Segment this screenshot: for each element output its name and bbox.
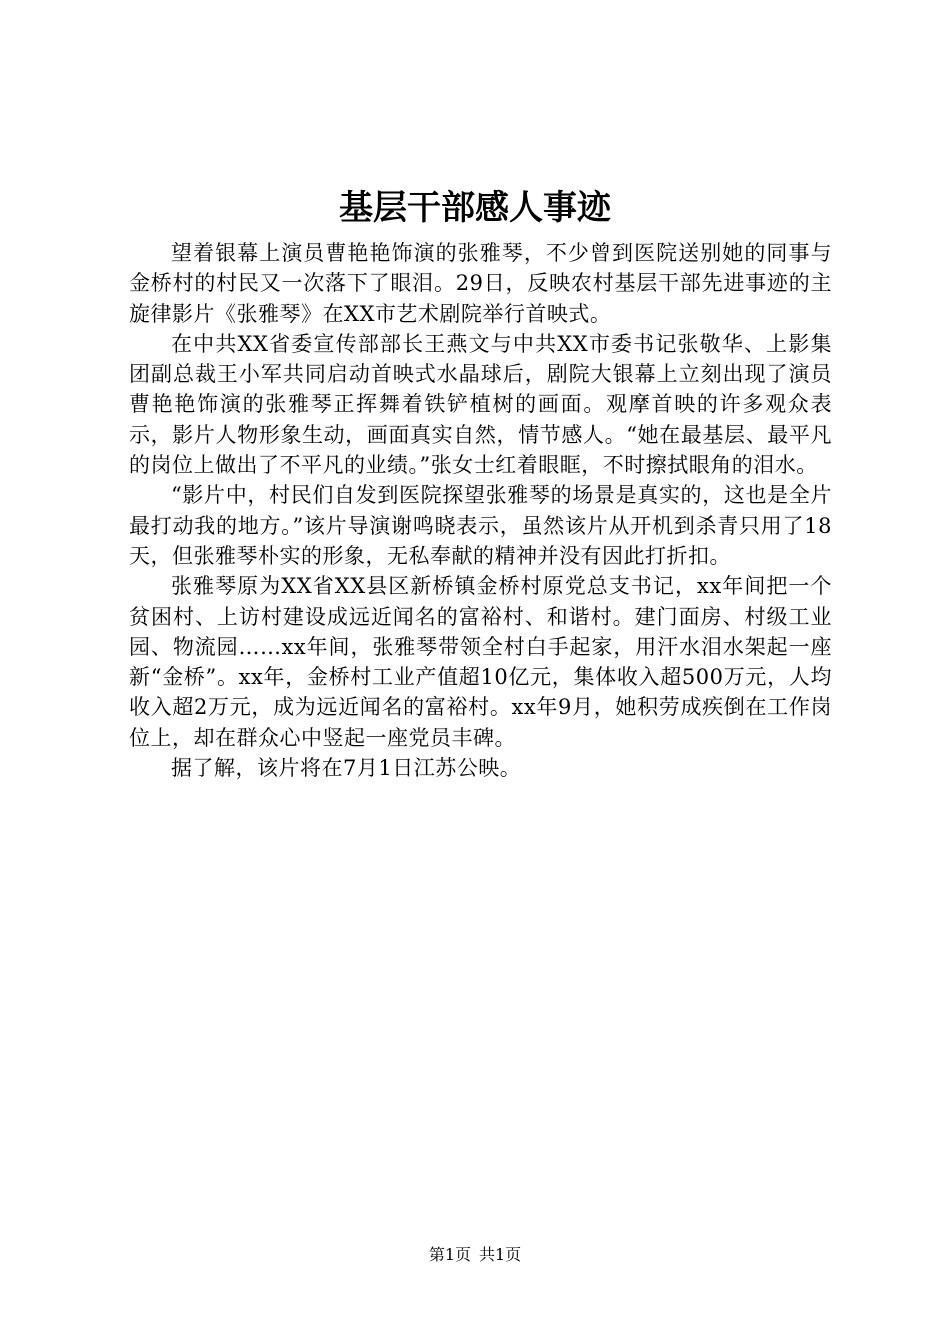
document-title: 基层干部感人事迹 (339, 188, 611, 228)
paragraph-1: 望着银幕上演员曹艳艳饰演的张雅琴，不少曾到医院送别她的同事与金桥村的村民又一次落下了眼泪。29日，反映农村基层干部先进事迹的主旋律影片《张雅琴》在XX市艺术剧院举行首映式。 (129, 241, 832, 326)
page-total: 共1页 (479, 1245, 522, 1264)
paragraph-4: 张雅琴原为XX省XX县区新桥镇金桥村原党总支书记，xx年间把一个贫困村、上访村建设成远近闻名的富裕村、和谐村。建门面房、村级工业园、物流园……xx年间，张雅琴带领全村白手起家，用汗水泪水架起一座新“金桥”。xx年，金桥村工业产值超10亿元，集体收入超500万元，人均收入超2万元，成为远近闻名的富裕村。xx年9月，她积劳成疾倒在工作岗位上，却在群众心中竖起一座党员丰碑。 (129, 574, 832, 750)
page-footer (0, 1244, 950, 1266)
paragraph-5: 据了解，该片将在7月1日江苏公映。 (171, 756, 522, 781)
paragraph-3: “影片中，村民们自发到医院探望张雅琴的场景是真实的，这也是全片最打动我的地方。”该片导演谢鸣晓表示，虽然该片从开机到杀青只用了18天，但张雅琴朴实的形象，无私奉献的精神并没有因此打折扣。 (129, 483, 832, 568)
paragraph-2: 在中共XX省委宣传部部长王燕文与中共XX市委书记张敬华、上影集团副总裁王小军共同启动首映式水晶球后，剧院大银幕上立刻出现了演员曹艳艳饰演的张雅琴正挥舞着铁铲植树的画面。观摩首映的许多观众表示，影片人物形象生动，画面真实自然，情节感人。“她在最基层、最平凡的岗位上做出了不平凡的业绩。”张女士红着眼眶，不时擦拭眼角的泪水。 (129, 331, 832, 478)
page-number: 第1页 (428, 1245, 471, 1264)
document-body (129, 238, 832, 783)
